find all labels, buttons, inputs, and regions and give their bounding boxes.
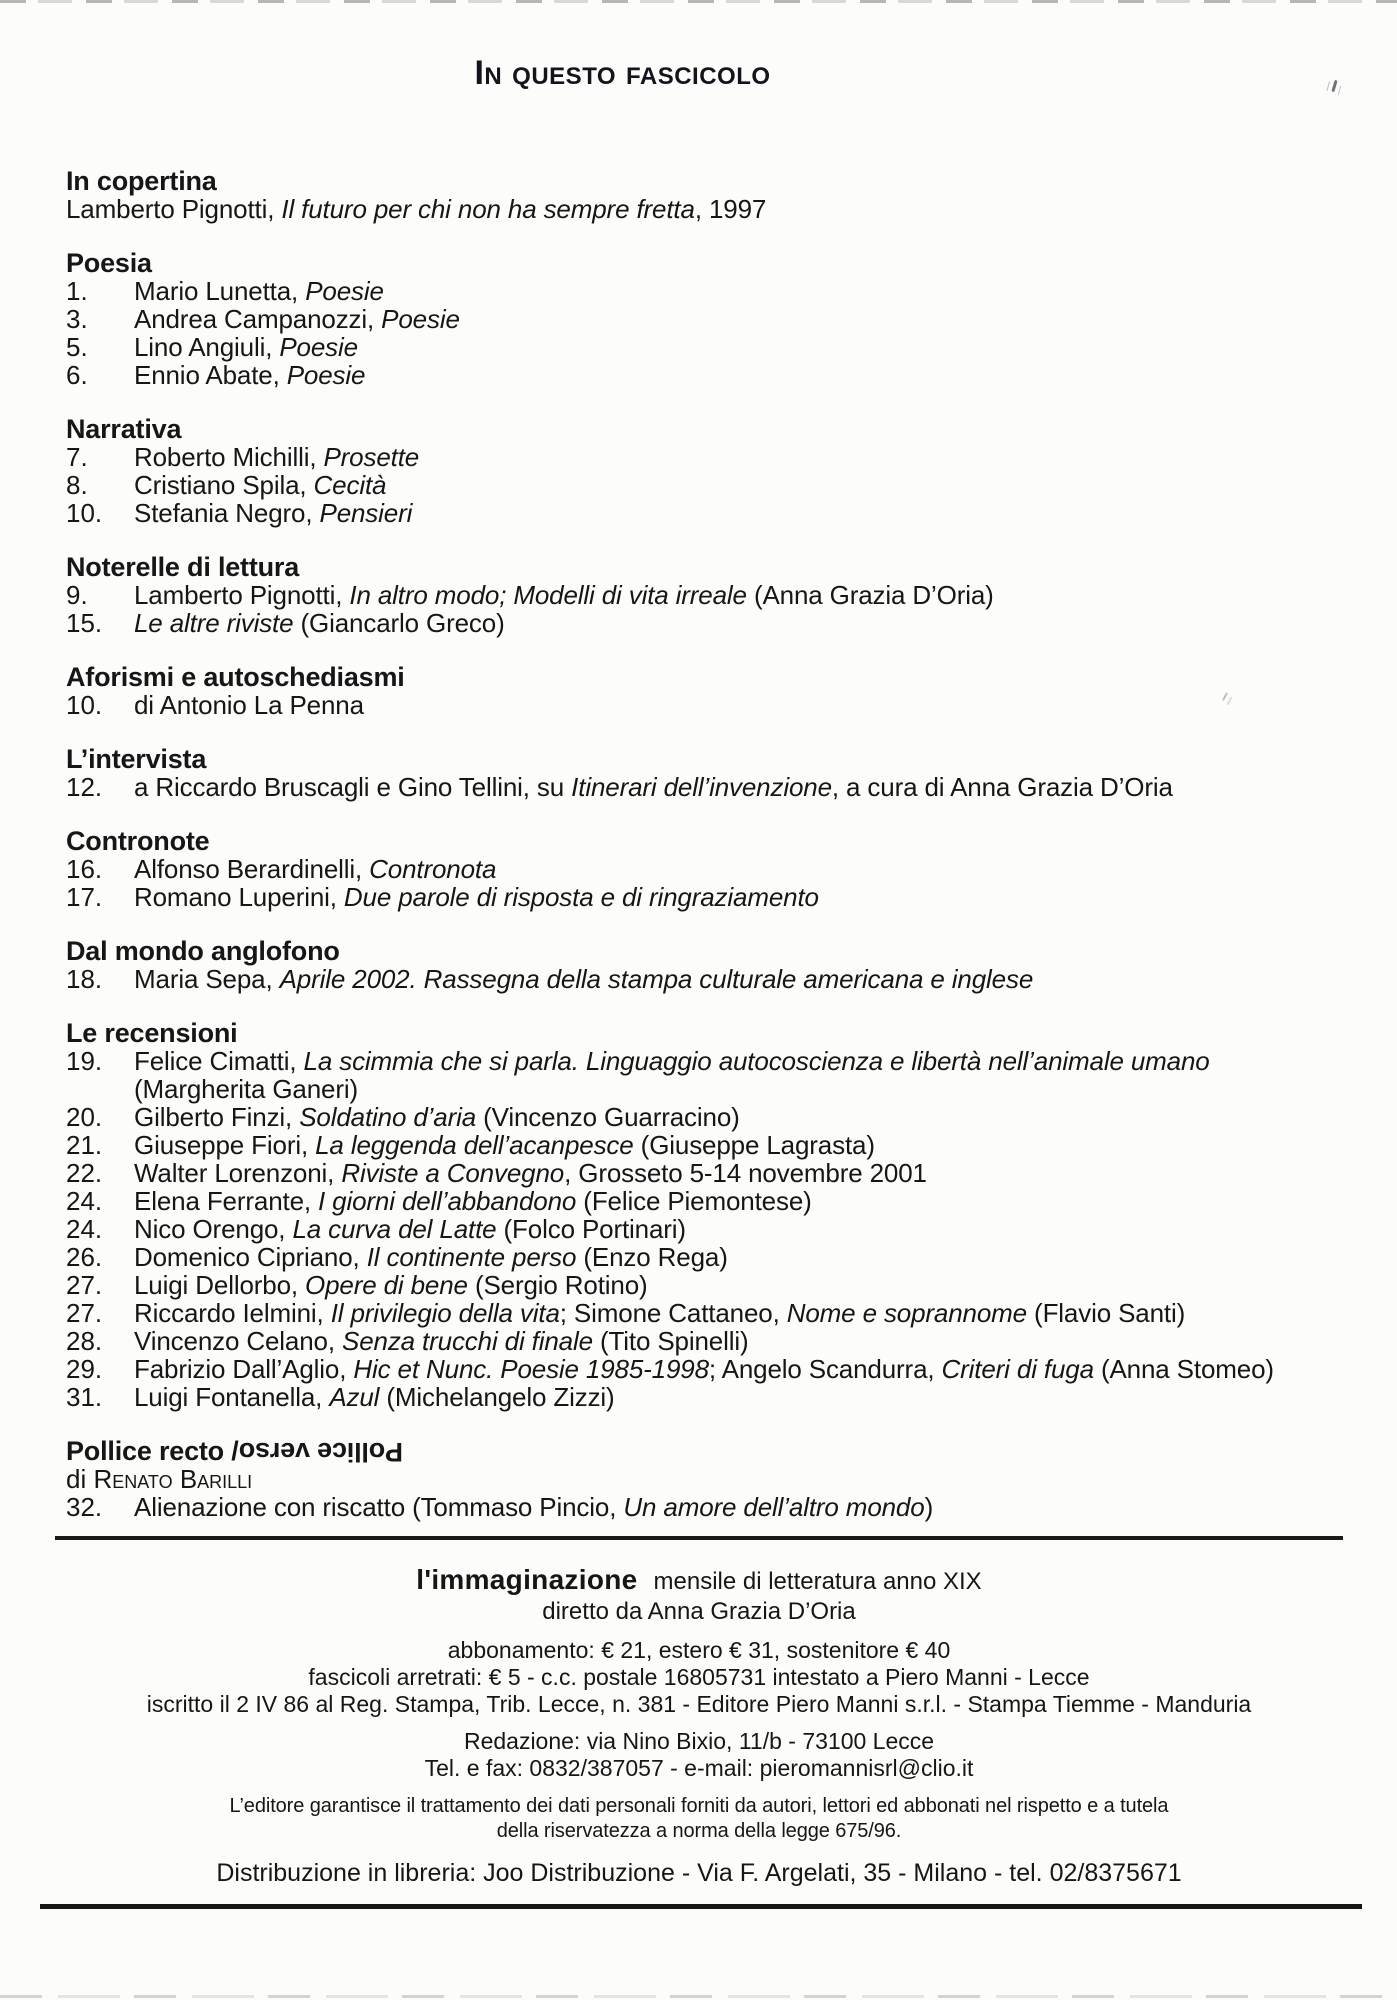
toc-section — [66, 745, 1351, 801]
text-segment: Le recensioni — [66, 1018, 238, 1048]
toc-item-page-number: 10. — [66, 690, 103, 720]
toc-item — [66, 361, 1351, 389]
text-segment: In altro modo; Modelli di vita irreale — [349, 580, 747, 610]
toc-item-page-number: 24. — [66, 1214, 103, 1244]
toc-item-page-number: 27. — [66, 1298, 103, 1328]
toc-item — [66, 1243, 1351, 1271]
text-segment: Lino Angiuli, — [134, 332, 280, 362]
text-segment: Renato Barilli — [93, 1464, 253, 1494]
toc-item — [66, 499, 1351, 527]
text-segment: Contronota — [369, 854, 497, 884]
toc-section — [66, 1019, 1351, 1411]
toc-item-text — [134, 1159, 927, 1187]
toc-item-page-number: 7. — [66, 442, 88, 472]
text-segment: Prosette — [323, 442, 420, 472]
divider-rule — [55, 1536, 1343, 1540]
text-segment: La leggenda dell’acanpesce — [315, 1130, 634, 1160]
text-segment: Il privilegio della vita — [330, 1298, 560, 1328]
toc-item-page-number: 3. — [66, 304, 88, 334]
toc-item-text — [134, 499, 412, 527]
toc-section — [66, 249, 1351, 389]
text-segment: , a cura di Anna Grazia D’Oria — [831, 772, 1173, 802]
text-segment: Due parole di risposta e di ringraziamento — [343, 882, 819, 912]
text-segment: Pensieri — [319, 498, 413, 528]
toc-item-page-number: 32. — [66, 1492, 103, 1522]
toc-item-page-number: 6. — [66, 360, 88, 390]
text-segment: Narrativa — [66, 414, 182, 444]
text-segment: Lamberto Pignotti, — [66, 194, 282, 224]
section-heading — [66, 663, 1351, 691]
toc-item-text — [134, 1383, 615, 1411]
toc-item-text — [134, 609, 505, 637]
text-segment: In copertina — [66, 166, 217, 196]
text-segment: Aprile 2002. Rassegna della stampa culturale americana e inglese — [279, 964, 1034, 994]
toc-item — [66, 691, 1351, 719]
text-segment: ; Angelo Scandurra, — [708, 1354, 942, 1384]
toc-item-page-number: 17. — [66, 882, 103, 912]
colophon — [53, 1565, 1345, 1888]
toc-item-page-number: 16. — [66, 854, 103, 884]
text-segment: Riccardo Ielmini, — [134, 1298, 331, 1328]
toc-item-text — [134, 1103, 740, 1131]
text-segment: Walter Lorenzoni, — [134, 1158, 342, 1188]
toc-item — [66, 965, 1351, 993]
magazine-line — [53, 1565, 1345, 1597]
toc-item-page-number: 27. — [66, 1270, 103, 1300]
text-segment: La curva del Latte — [292, 1214, 497, 1244]
text-segment: Nico Orengo, — [134, 1214, 293, 1244]
section-heading — [66, 249, 1351, 277]
text-segment: Luigi Fontanella, — [134, 1382, 330, 1412]
toc-item — [66, 1271, 1351, 1299]
toc-item-text — [134, 333, 358, 361]
toc-item-text — [134, 361, 365, 389]
text-segment: Roberto Michilli, — [134, 442, 324, 472]
toc-item-page-number: 24. — [66, 1186, 103, 1216]
toc-item-text — [134, 1327, 749, 1355]
text-segment: Felice Cimatti, — [134, 1046, 304, 1076]
text-segment: Dal mondo anglofono — [66, 936, 340, 966]
toc-item-page-number: 29. — [66, 1354, 103, 1384]
text-segment: Poesie — [305, 276, 384, 306]
text-segment: Opere di bene — [305, 1270, 468, 1300]
text-segment: (Margherita Ganeri) — [134, 1074, 359, 1104]
text-segment: Gilberto Finzi, — [134, 1102, 300, 1132]
text-segment: Alienazione con riscatto (Tommaso Pincio, — [134, 1492, 624, 1522]
text-segment: Domenico Cipriano, — [134, 1242, 367, 1272]
privacy-line-2: della riservatezza a norma della legge 675/96. — [496, 1820, 902, 1842]
text-segment: Cecità — [313, 470, 387, 500]
toc-item — [66, 773, 1351, 801]
text-segment: Vincenzo Celano, — [134, 1326, 343, 1356]
text-segment: ) — [924, 1492, 934, 1522]
toc-item — [66, 1383, 1351, 1411]
text-segment: L’intervista — [66, 744, 207, 774]
toc-item-text — [134, 773, 1173, 801]
text-segment: Criteri di fuga — [941, 1354, 1094, 1384]
text-segment: Pollice recto / — [66, 1436, 239, 1466]
toc-item — [66, 581, 1351, 609]
toc-item-text — [134, 965, 1033, 993]
text-segment: (Anna Stomeo) — [1093, 1354, 1274, 1384]
text-segment: Soldatino d’aria — [299, 1102, 477, 1132]
bottom-rule — [40, 1904, 1362, 1909]
toc-item-text — [134, 1131, 875, 1159]
back-issues-info: fascicoli arretrati: € 5 - c.c. postale 16805731 intestato a Piero Manni - Lecce — [308, 1664, 1090, 1690]
editorial-office: Redazione: via Nino Bixio, 11/b - 73100 Lecce — [463, 1728, 935, 1754]
table-of-contents — [66, 167, 1351, 1521]
toc-item-page-number: 8. — [66, 470, 88, 500]
subscription-block — [53, 1637, 1345, 1718]
toc-item-text — [134, 855, 496, 883]
text-segment: Noterelle di lettura — [66, 552, 300, 582]
toc-item — [66, 443, 1351, 471]
toc-item-page-number: 19. — [66, 1046, 103, 1076]
toc-item-text — [134, 471, 386, 499]
toc-item — [66, 1159, 1351, 1187]
section-heading — [66, 415, 1351, 443]
toc-item-text — [134, 1187, 812, 1215]
subscription-info: abbonamento: € 21, estero € 31, sostenitore € 40 — [447, 1637, 951, 1663]
text-segment: Poesia — [66, 248, 152, 278]
toc-item — [66, 333, 1351, 361]
toc-item-page-number: 10. — [66, 498, 103, 528]
toc-item-page-number: 28. — [66, 1326, 103, 1356]
toc-item — [66, 1299, 1351, 1327]
text-segment: (Folco Portinari) — [496, 1214, 686, 1244]
toc-item-page-number: 21. — [66, 1130, 103, 1160]
scan-edge-bottom — [0, 1995, 1397, 1998]
text-segment: Riviste a Convegno — [341, 1158, 565, 1188]
section-heading — [66, 827, 1351, 855]
toc-item — [66, 855, 1351, 883]
section-heading — [66, 1436, 1351, 1468]
directed-by: diretto da Anna Grazia D’Oria — [542, 1598, 856, 1625]
text-segment: (Giuseppe Lagrasta) — [633, 1130, 875, 1160]
toc-item — [66, 471, 1351, 499]
text-segment: (Sergio Rotino) — [467, 1270, 648, 1300]
toc-item — [66, 1493, 1351, 1521]
text-segment: Andrea Campanozzi, — [134, 304, 382, 334]
toc-item — [66, 1103, 1351, 1131]
section-subheading — [66, 1465, 1351, 1493]
section-heading — [66, 1019, 1351, 1047]
toc-section — [66, 415, 1351, 527]
magazine-description: mensile di letteratura anno XIX — [653, 1568, 982, 1595]
toc-item — [66, 1327, 1351, 1355]
toc-item — [66, 1131, 1351, 1159]
text-segment: (Vincenzo Guarracino) — [476, 1102, 740, 1132]
toc-item-page-number: 18. — [66, 964, 103, 994]
section-heading — [66, 553, 1351, 581]
toc-item — [66, 1187, 1351, 1215]
toc-item-text — [134, 1243, 728, 1271]
toc-section — [66, 167, 1351, 223]
text-segment: (Enzo Rega) — [576, 1242, 728, 1272]
toc-item-text — [134, 691, 364, 719]
toc-item-text — [134, 443, 419, 471]
text-segment: (Giancarlo Greco) — [293, 608, 505, 638]
text-segment: Aforismi e autoschediasmi — [66, 662, 405, 692]
text-segment: ; Simone Cattaneo, — [559, 1298, 787, 1328]
toc-item — [66, 1047, 1351, 1103]
text-segment: , 1997 — [694, 194, 767, 224]
toc-item-text — [134, 305, 460, 333]
text-segment: a Riccardo Bruscagli e Gino Tellini, su — [134, 772, 572, 802]
page-title: In questo fascicolo — [474, 54, 771, 92]
text-segment: (Michelangelo Zizzi) — [379, 1382, 615, 1412]
distribution-info: Distribuzione in libreria: Joo Distribuzione - Via F. Argelati, 35 - Milano - tel. 02/8375671 — [216, 1859, 1182, 1887]
toc-item-text — [134, 1271, 648, 1299]
text-segment: I giorni dell’abbandono — [318, 1186, 577, 1216]
toc-section — [66, 663, 1351, 719]
toc-item-page-number: 5. — [66, 332, 88, 362]
text-segment: Maria Sepa, — [134, 964, 280, 994]
toc-item-text — [134, 581, 994, 609]
toc-item — [66, 305, 1351, 333]
toc-item-page-number: 15. — [66, 608, 103, 638]
text-segment: (Flavio Santi) — [1026, 1298, 1186, 1328]
text-segment: Itinerari dell’invenzione — [571, 772, 832, 802]
text-segment: (Felice Piemontese) — [576, 1186, 812, 1216]
section-heading — [66, 937, 1351, 965]
toc-item-page-number: 12. — [66, 772, 103, 802]
toc-item-page-number: 20. — [66, 1102, 103, 1132]
toc-item — [66, 195, 1351, 223]
toc-item-text — [134, 277, 384, 305]
scan-artifact — [1331, 80, 1337, 92]
text-segment: La scimmia che si parla. Linguaggio autocoscienza e libertà nell’animale umano — [303, 1046, 1210, 1076]
toc-section — [66, 937, 1351, 993]
text-segment: Contronote — [66, 826, 210, 856]
text-segment: Poesie — [381, 304, 460, 334]
text-segment: Poesie — [279, 332, 358, 362]
toc-item — [66, 609, 1351, 637]
text-segment: Azul — [329, 1382, 380, 1412]
toc-item-text — [134, 1215, 686, 1243]
text-segment: Elena Ferrante, — [134, 1186, 319, 1216]
magazine-name: l'immaginazione — [416, 1564, 638, 1595]
text-segment: Le altre riviste — [134, 608, 294, 638]
text-segment: Il futuro per chi non ha sempre fretta — [281, 194, 695, 224]
section-heading — [66, 745, 1351, 773]
text-segment: di Antonio La Penna — [134, 690, 364, 720]
contacts-block — [53, 1728, 1345, 1782]
toc-item-text — [66, 195, 766, 223]
toc-section — [66, 553, 1351, 637]
text-segment: Romano Luperini, — [134, 882, 344, 912]
text-segment: Mario Lunetta, — [134, 276, 306, 306]
text-segment: , Grosseto 5-14 novembre 2001 — [564, 1158, 927, 1188]
text-segment: (Tito Spinelli) — [592, 1326, 749, 1356]
contacts: Tel. e fax: 0832/387057 - e-mail: pieromannisrl@clio.it — [424, 1755, 974, 1781]
toc-item-text — [134, 1355, 1274, 1383]
text-segment: Alfonso Berardinelli, — [134, 854, 370, 884]
text-segment: Giuseppe Fiori, — [134, 1130, 316, 1160]
toc-section — [66, 827, 1351, 911]
toc-item — [66, 883, 1351, 911]
text-segment: Stefania Negro, — [134, 498, 320, 528]
text-segment: Luigi Dellorbo, — [134, 1270, 306, 1300]
text-segment: Ennio Abate, — [134, 360, 287, 390]
text-segment: Senza trucchi di finale — [342, 1326, 593, 1356]
text-segment: Nome e soprannome — [786, 1298, 1027, 1328]
toc-item-page-number: 22. — [66, 1158, 103, 1188]
privacy-line-1: L’editore garantisce il trattamento dei dati personali forniti da autori, lettori ed abbonati nel rispetto e a tutela — [229, 1795, 1169, 1817]
text-segment: Un amore dell’altro mondo — [623, 1492, 925, 1522]
text-segment: (Anna Grazia D’Oria) — [746, 580, 994, 610]
text-segment: Lamberto Pignotti, — [134, 580, 350, 610]
privacy-block — [53, 1794, 1345, 1844]
toc-item — [66, 1355, 1351, 1383]
toc-item-text — [134, 1493, 933, 1521]
text-segment: di — [66, 1464, 94, 1494]
toc-item-text — [134, 1299, 1185, 1327]
text-segment: Hic et Nunc. Poesie 1985-1998 — [353, 1354, 709, 1384]
text-segment: Poesie — [286, 360, 366, 390]
text-segment: Cristiano Spila, — [134, 470, 314, 500]
text-segment: Fabrizio Dall’Aglio, — [134, 1354, 354, 1384]
toc-item-text — [134, 1047, 1210, 1103]
toc-item-text — [134, 883, 819, 911]
toc-item-page-number: 31. — [66, 1382, 103, 1412]
registration-info: iscritto il 2 IV 86 al Reg. Stampa, Trib. Lecce, n. 381 - Editore Piero Manni s.r.l. - Stampa Tiemme - Manduria — [146, 1691, 1252, 1717]
rotated-text: Pollice verso — [238, 1437, 403, 1468]
toc-item — [66, 277, 1351, 305]
toc-item-page-number: 1. — [66, 276, 88, 306]
toc-item-page-number: 26. — [66, 1242, 103, 1272]
toc-item — [66, 1215, 1351, 1243]
toc-item-page-number: 9. — [66, 580, 88, 610]
section-heading — [66, 167, 1351, 195]
toc-section — [66, 1437, 1351, 1521]
text-segment: Il continente perso — [366, 1242, 577, 1272]
